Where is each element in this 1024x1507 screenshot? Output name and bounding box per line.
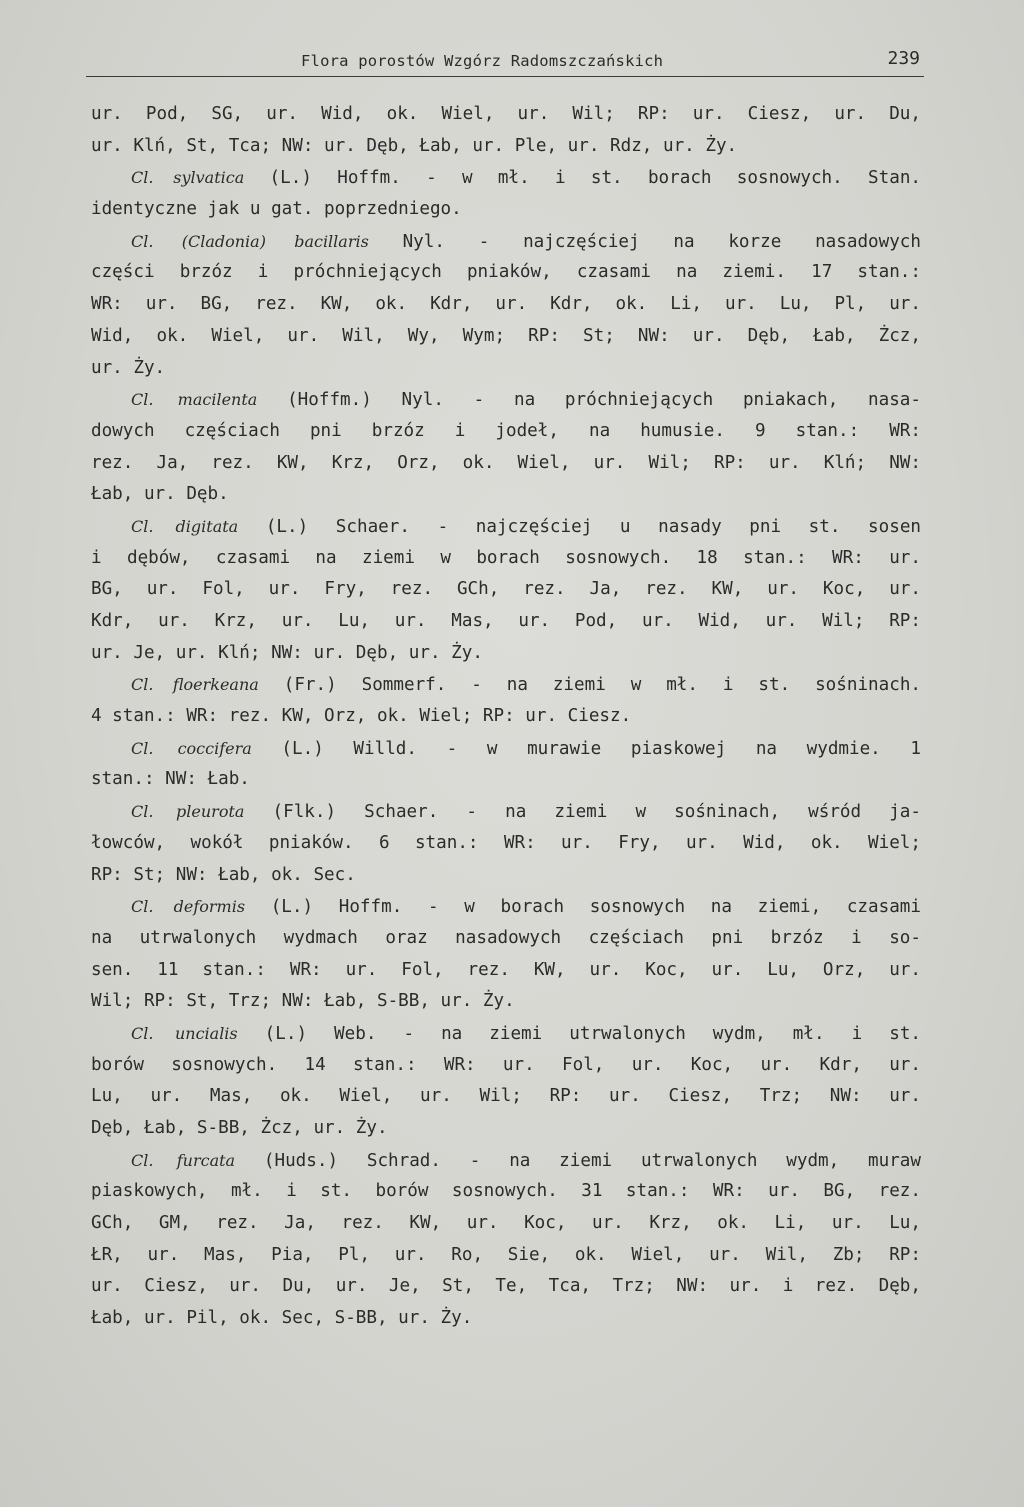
species-name: Cl. deformis [131, 897, 246, 917]
text-line [91, 1208, 921, 1240]
line-text: (L.) Schaer. - najczęściej u nasady pni st. sosen [238, 516, 921, 537]
line-text: RP: St; NW: Łab, ok. Sec. [91, 864, 356, 885]
species-entry-line [91, 1145, 921, 1177]
page-number: 239 [887, 48, 920, 69]
text-line [91, 353, 921, 385]
line-text: 4 stan.: WR: rez. KW, Orz, ok. Wiel; RP: ur. Ciesz. [91, 706, 632, 727]
text-line [91, 448, 921, 480]
line-text: i dębów, czasami na ziemi w borach sosnowych. 18 stan.: WR: ur. [91, 547, 921, 568]
line-text: (L.) Web. - na ziemi utrwalonych wydm, mł. i st. [237, 1023, 921, 1044]
line-text: ur. Klń, St, Tca; NW: ur. Dęb, Łab, ur. Ple, ur. Rdz, ur. Ży. [91, 135, 738, 156]
line-text: (Huds.) Schrad. - na ziemi utrwalonych wydm, muraw [235, 1150, 921, 1171]
species-entry-line [91, 733, 921, 765]
species-name: Cl. uncialis [131, 1023, 238, 1043]
line-text: Wid, ok. Wiel, ur. Wil, Wy, Wym; RP: St; NW: ur. Dęb, Łab, Żcz, [91, 325, 921, 346]
text-line [91, 701, 921, 733]
text-line [91, 194, 921, 226]
line-text: ur. Je, ur. Klń; NW: ur. Dęb, ur. Ży. [91, 642, 483, 663]
page-header [86, 48, 924, 77]
text-line [91, 606, 921, 638]
line-text: Nyl. - najczęściej na korze nasadowych [368, 231, 921, 252]
line-text: stan.: NW: Łab. [91, 769, 250, 790]
species-entry-line [91, 384, 921, 416]
line-text: części brzóz i próchniejących pniaków, czasami na ziemi. 17 stan.: [91, 262, 921, 283]
line-text: Wil; RP: St, Trz; NW: Łab, S-BB, ur. Ży. [91, 991, 515, 1012]
line-text: (Fr.) Sommerf. - na ziemi w mł. i st. sośninach. [258, 675, 921, 696]
line-text: (L.) Willd. - w murawie piaskowej na wydmie. 1 [251, 738, 921, 759]
line-text: dowych częściach pni brzóz i jodeł, na humusie. 9 stan.: WR: [91, 420, 921, 441]
text-line [91, 828, 921, 860]
line-text: rez. Ja, rez. KW, Krz, Orz, ok. Wiel, ur. Wil; RP: ur. Klń; NW: [91, 452, 921, 473]
line-text: BG, ur. Fol, ur. Fry, rez. GCh, rez. Ja, rez. KW, ur. Koc, ur. [91, 579, 921, 600]
line-text: sen. 11 stan.: WR: ur. Fol, rez. KW, ur. Koc, ur. Lu, Orz, ur. [91, 959, 921, 980]
line-text: (L.) Hoffm. - w mł. i st. borach sosnowych. Stan. [244, 168, 921, 189]
text-line [91, 479, 921, 511]
text-line [91, 416, 921, 448]
text-line [91, 99, 921, 131]
line-text: borów sosnowych. 14 stan.: WR: ur. Fol, ur. Koc, ur. Kdr, ur. [91, 1054, 921, 1075]
text-line [91, 321, 921, 353]
text-line [91, 1271, 921, 1303]
species-entry-line [91, 796, 921, 828]
line-text: Kdr, ur. Krz, ur. Lu, ur. Mas, ur. Pod, ur. Wid, ur. Wil; RP: [91, 611, 921, 631]
text-line [91, 1081, 921, 1113]
text-line [91, 1113, 921, 1145]
line-text: na utrwalonych wydmach oraz nasadowych częściach pni brzóz i so- [91, 927, 921, 948]
line-text: Dęb, Łab, S-BB, Żcz, ur. Ży. [91, 1118, 388, 1138]
line-text: ur. Pod, SG, ur. Wid, ok. Wiel, ur. Wil; RP: ur. Ciesz, ur. Du, [91, 104, 921, 124]
line-text: GCh, GM, rez. Ja, rez. KW, ur. Koc, ur. Krz, ok. Li, ur. Lu, [91, 1213, 921, 1234]
species-entry-line [91, 1018, 921, 1050]
species-entry-line [91, 669, 921, 701]
species-entry-line [91, 226, 921, 258]
text-line [91, 923, 921, 955]
line-text: ur. Ży. [91, 357, 166, 378]
species-name: Cl. (Cladonia) bacillaris [131, 231, 369, 251]
species-entry-line [91, 891, 921, 923]
text-line [91, 131, 921, 163]
line-text: (L.) Hoffm. - w borach sosnowych na ziemi, czasami [245, 897, 921, 918]
body-text [91, 99, 921, 1335]
line-text: WR: ur. BG, rez. KW, ok. Kdr, ur. Kdr, ok. Li, ur. Lu, Pl, ur. [91, 294, 921, 315]
text-line [91, 1303, 921, 1335]
species-name: Cl. coccifera [131, 738, 252, 758]
text-line [91, 543, 921, 575]
text-line [91, 986, 921, 1018]
text-line [91, 860, 921, 892]
text-line [91, 1240, 921, 1272]
line-text: ŁR, ur. Mas, Pia, Pl, ur. Ro, Sie, ok. Wiel, ur. Wil, Zb; RP: [91, 1244, 921, 1265]
species-entry-line [91, 162, 921, 194]
line-text: (Flk.) Schaer. - na ziemi w sośninach, wśród ja- [244, 802, 921, 823]
line-text: piaskowych, mł. i st. borów sosnowych. 31 stan.: WR: ur. BG, rez. [91, 1181, 921, 1202]
species-name: Cl. macilenta [131, 390, 258, 410]
line-text: Łab, ur. Dęb. [91, 484, 229, 505]
species-entry-line [91, 511, 921, 543]
line-text: ur. Ciesz, ur. Du, ur. Je, St, Te, Tca, Trz; NW: ur. i rez. Dęb, [91, 1276, 921, 1297]
species-name: Cl. sylvatica [131, 168, 245, 188]
text-line [91, 1176, 921, 1208]
text-line [91, 764, 921, 796]
running-title: Flora porostów Wzgórz Radomszczańskich [301, 52, 664, 70]
text-line [91, 574, 921, 606]
line-text: (Hoffm.) Nyl. - na próchniejących pniakach, nasa- [257, 390, 921, 411]
species-name: Cl. furcata [131, 1150, 236, 1170]
line-text: Lu, ur. Mas, ok. Wiel, ur. Wil; RP: ur. Ciesz, Trz; NW: ur. [91, 1086, 921, 1107]
text-line [91, 257, 921, 289]
species-name: Cl. floerkeana [131, 675, 259, 695]
line-text: łowców, wokół pniaków. 6 stan.: WR: ur. Fry, ur. Wid, ok. Wiel; [91, 832, 921, 853]
species-name: Cl. digitata [131, 516, 239, 536]
text-line [91, 1050, 921, 1082]
text-line [91, 289, 921, 321]
line-text: Łab, ur. Pil, ok. Sec, S-BB, ur. Ży. [91, 1308, 473, 1329]
species-name: Cl. pleurota [131, 802, 245, 822]
text-line [91, 638, 921, 670]
text-line [91, 955, 921, 987]
line-text: identyczne jak u gat. poprzedniego. [91, 199, 462, 220]
